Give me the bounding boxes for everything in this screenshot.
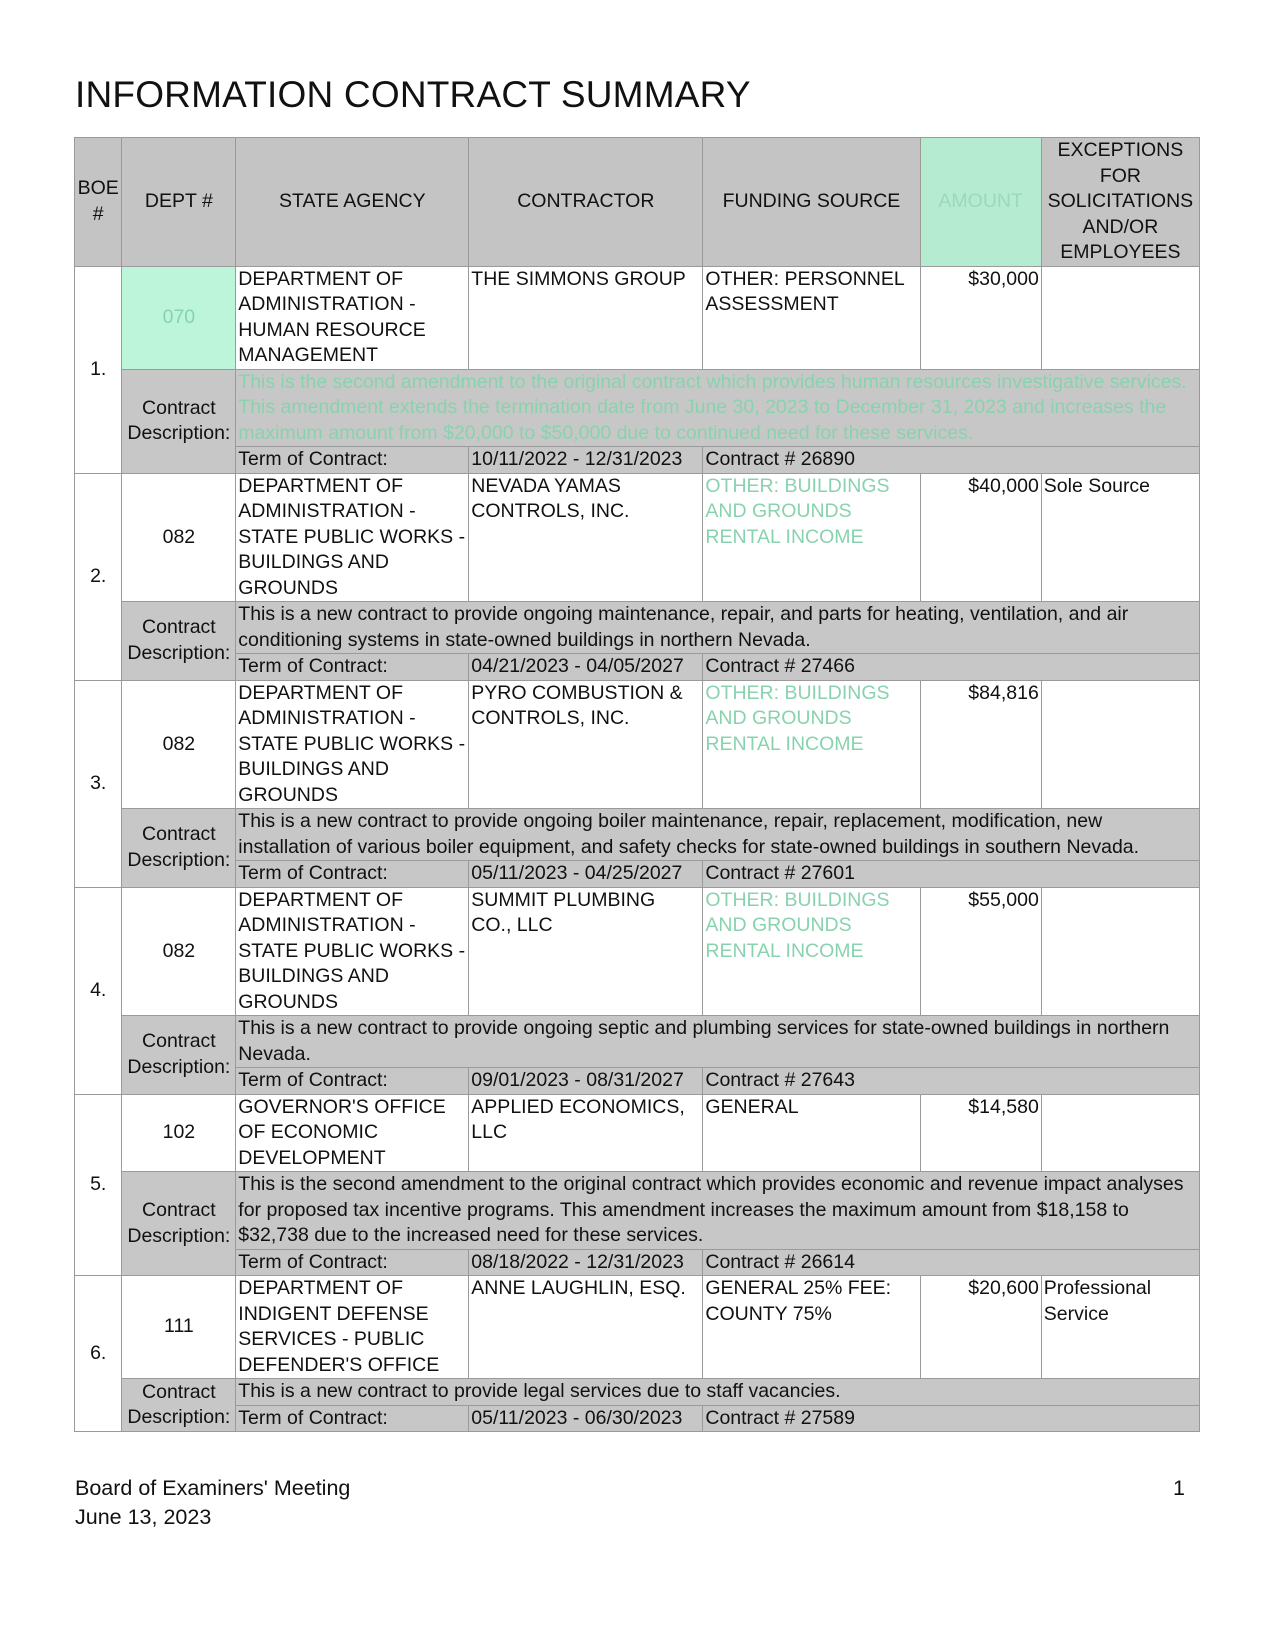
funding-source: GENERAL <box>703 1094 920 1172</box>
contract-description-row <box>75 809 1200 861</box>
dept-number: 082 <box>122 473 236 602</box>
contract-rows <box>75 266 1200 1432</box>
contract-summary-table <box>74 137 1200 1432</box>
boe-number: 4. <box>75 887 122 1094</box>
header-amount: AMOUNT <box>920 138 1041 267</box>
dept-number: 082 <box>122 680 236 809</box>
footer-meeting: Board of Examiners' Meeting <box>75 1476 351 1500</box>
dept-number: 070 <box>122 266 236 369</box>
term-row <box>75 1249 1200 1276</box>
contract-description-label: Contract Description: <box>122 809 236 888</box>
term-label: Term of Contract: <box>236 1405 469 1432</box>
contract-row <box>75 1276 1200 1379</box>
term-label: Term of Contract: <box>236 654 469 681</box>
header-boe: BOE # <box>75 138 122 267</box>
contract-description: This is a new contract to provide legal services due to staff vacancies. <box>236 1379 1200 1406</box>
page-title: INFORMATION CONTRACT SUMMARY <box>75 74 751 115</box>
dept-number: 082 <box>122 887 236 1016</box>
contract-description: This is the second amendment to the original contract which provides economic and revenue impact analyses for proposed tax incentive programs. This amendment increases the maximum amount from $18,158 to $32,738 due to the increased need for these services. <box>236 1172 1200 1250</box>
exceptions <box>1041 887 1199 1016</box>
amount: $40,000 <box>920 473 1041 602</box>
exceptions <box>1041 266 1199 369</box>
amount: $55,000 <box>920 887 1041 1016</box>
contract-description: This is a new contract to provide ongoing boiler maintenance, repair, replacement, modification, new installation of various boiler equipment, and safety checks for state-owned buildings in southern Nevada. <box>236 809 1200 861</box>
contract-description-row <box>75 369 1200 447</box>
dept-number: 102 <box>122 1094 236 1172</box>
contract-description-row <box>75 602 1200 654</box>
contract-description-label: Contract Description: <box>122 602 236 681</box>
term-label: Term of Contract: <box>236 861 469 888</box>
header-agency: STATE AGENCY <box>236 138 469 267</box>
term-label: Term of Contract: <box>236 447 469 474</box>
term-dates: 10/11/2022 - 12/31/2023 <box>469 447 703 474</box>
exceptions <box>1041 680 1199 809</box>
term-dates: 08/18/2022 - 12/31/2023 <box>469 1249 703 1276</box>
state-agency: DEPARTMENT OF INDIGENT DEFENSE SERVICES - PUBLIC DEFENDER'S OFFICE <box>236 1276 469 1379</box>
state-agency: GOVERNOR'S OFFICE OF ECONOMIC DEVELOPMENT <box>236 1094 469 1172</box>
boe-number: 3. <box>75 680 122 887</box>
amount: $14,580 <box>920 1094 1041 1172</box>
state-agency: DEPARTMENT OF ADMINISTRATION - STATE PUBLIC WORKS - BUILDINGS AND GROUNDS <box>236 680 469 809</box>
amount: $84,816 <box>920 680 1041 809</box>
term-dates: 09/01/2023 - 08/31/2027 <box>469 1068 703 1095</box>
page-number: 1 <box>1173 1476 1185 1500</box>
contract-row <box>75 1094 1200 1172</box>
contract-number: Contract # 26890 <box>703 447 1200 474</box>
state-agency: DEPARTMENT OF ADMINISTRATION - HUMAN RESOURCE MANAGEMENT <box>236 266 469 369</box>
exceptions: Sole Source <box>1041 473 1199 602</box>
contract-description-row <box>75 1172 1200 1250</box>
contract-number: Contract # 27601 <box>703 861 1200 888</box>
funding-source: OTHER: BUILDINGS AND GROUNDS RENTAL INCOME <box>703 887 920 1016</box>
header-exceptions: EXCEPTIONS FOR SOLICITATIONS AND/OR EMPLOYEES <box>1041 138 1199 267</box>
exceptions: Professional Service <box>1041 1276 1199 1379</box>
header-contractor: CONTRACTOR <box>469 138 703 267</box>
contract-description: This is a new contract to provide ongoing septic and plumbing services for state-owned buildings in northern Nevada. <box>236 1016 1200 1068</box>
term-label: Term of Contract: <box>236 1249 469 1276</box>
contract-description-label: Contract Description: <box>122 1379 236 1432</box>
term-dates: 04/21/2023 - 04/05/2027 <box>469 654 703 681</box>
contract-description-label: Contract Description: <box>122 1172 236 1276</box>
term-row <box>75 654 1200 681</box>
boe-number: 1. <box>75 266 122 473</box>
contract-description: This is the second amendment to the original contract which provides human resources investigative services. This amendment extends the termination date from June 30, 2023 to December 31, 2023 and increases the maximum amount from $20,000 to $50,000 due to continued need for these services. <box>236 369 1200 447</box>
contractor: NEVADA YAMAS CONTROLS, INC. <box>469 473 703 602</box>
state-agency: DEPARTMENT OF ADMINISTRATION - STATE PUBLIC WORKS - BUILDINGS AND GROUNDS <box>236 887 469 1016</box>
contract-number: Contract # 26614 <box>703 1249 1200 1276</box>
dept-number: 111 <box>122 1276 236 1379</box>
amount: $20,600 <box>920 1276 1041 1379</box>
term-label: Term of Contract: <box>236 1068 469 1095</box>
contract-description-label: Contract Description: <box>122 1016 236 1095</box>
boe-number: 6. <box>75 1276 122 1432</box>
contractor: PYRO COMBUSTION & CONTROLS, INC. <box>469 680 703 809</box>
contractor: SUMMIT PLUMBING CO., LLC <box>469 887 703 1016</box>
footer-date: June 13, 2023 <box>75 1505 212 1529</box>
exceptions <box>1041 1094 1199 1172</box>
contract-description: This is a new contract to provide ongoing maintenance, repair, and parts for heating, ventilation, and air conditioning systems in state-owned buildings in northern Nevada. <box>236 602 1200 654</box>
boe-number: 2. <box>75 473 122 680</box>
term-row <box>75 861 1200 888</box>
term-row <box>75 1405 1200 1432</box>
footer <box>75 1474 350 1532</box>
header-funding: FUNDING SOURCE <box>703 138 920 267</box>
contract-number: Contract # 27589 <box>703 1405 1200 1432</box>
contract-number: Contract # 27643 <box>703 1068 1200 1095</box>
contract-description-row <box>75 1379 1200 1406</box>
funding-source: OTHER: PERSONNEL ASSESSMENT <box>703 266 920 369</box>
contractor: THE SIMMONS GROUP <box>469 266 703 369</box>
term-row <box>75 447 1200 474</box>
contractor: APPLIED ECONOMICS, LLC <box>469 1094 703 1172</box>
state-agency: DEPARTMENT OF ADMINISTRATION - STATE PUBLIC WORKS - BUILDINGS AND GROUNDS <box>236 473 469 602</box>
header-row <box>75 138 1200 267</box>
contract-description-label: Contract Description: <box>122 369 236 473</box>
contract-row <box>75 680 1200 809</box>
funding-source: GENERAL 25% FEE: COUNTY 75% <box>703 1276 920 1379</box>
header-dept: DEPT # <box>122 138 236 267</box>
amount: $30,000 <box>920 266 1041 369</box>
term-row <box>75 1068 1200 1095</box>
contract-row <box>75 473 1200 602</box>
boe-number: 5. <box>75 1094 122 1276</box>
contractor: ANNE LAUGHLIN, ESQ. <box>469 1276 703 1379</box>
contract-row <box>75 887 1200 1016</box>
contract-row <box>75 266 1200 369</box>
contract-description-row <box>75 1016 1200 1068</box>
funding-source: OTHER: BUILDINGS AND GROUNDS RENTAL INCOME <box>703 473 920 602</box>
term-dates: 05/11/2023 - 06/30/2023 <box>469 1405 703 1432</box>
contract-number: Contract # 27466 <box>703 654 1200 681</box>
funding-source: OTHER: BUILDINGS AND GROUNDS RENTAL INCOME <box>703 680 920 809</box>
term-dates: 05/11/2023 - 04/25/2027 <box>469 861 703 888</box>
